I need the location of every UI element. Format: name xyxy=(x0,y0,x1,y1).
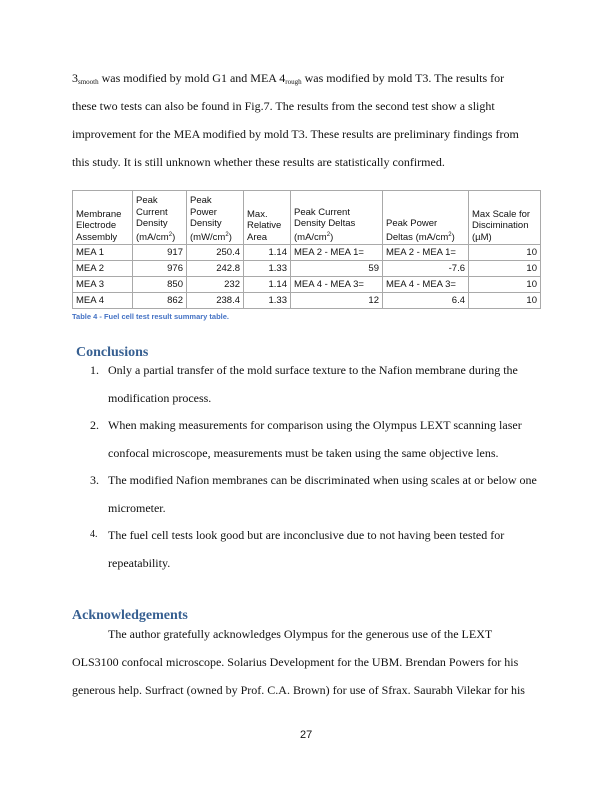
cell-mea: MEA 4 xyxy=(73,293,133,309)
conclusion-item-1-line-1: Only a partial transfer of the mold surface texture to the Nafion membrane during the xyxy=(108,363,518,377)
page-number: 27 xyxy=(300,729,313,741)
cell-max-scale: 10 xyxy=(469,277,541,293)
subscript-rough: rough xyxy=(285,78,302,86)
list-number: 2. xyxy=(90,418,99,432)
conclusion-item-2-line-1: When making measurements for comparison using the Olympus LEXT scanning laser xyxy=(108,418,522,432)
cell-peak-current: 917 xyxy=(133,245,187,261)
table-row xyxy=(73,293,541,309)
cell-current-delta: 12 xyxy=(291,293,383,309)
cell-max-area: 1.14 xyxy=(244,277,291,293)
intro-line-4: this study. It is still unknown whether these results are statistically confirmed. xyxy=(72,155,445,169)
header-max-relative-area: Max. Relative Area xyxy=(244,191,291,245)
cell-current-delta: MEA 2 - MEA 1= xyxy=(291,245,383,261)
header-max-scale-discrimination: Max Scale for Discimination (µM) xyxy=(469,191,541,245)
cell-mea: MEA 1 xyxy=(73,245,133,261)
cell-peak-current: 976 xyxy=(133,261,187,277)
table-row xyxy=(73,277,541,293)
table-header-row xyxy=(73,191,541,245)
conclusion-item-3-line-1: The modified Nafion membranes can be discriminated when using scales at or below one xyxy=(108,473,537,487)
intro-line-2: these two tests can also be found in Fig.7. The results from the second test show a slight xyxy=(72,99,495,113)
cell-max-scale: 10 xyxy=(469,261,541,277)
cell-mea: MEA 3 xyxy=(73,277,133,293)
intro-line-3: improvement for the MEA modified by mold T3. These results are preliminary findings from xyxy=(72,127,519,141)
header-peak-power-density: Peak Power Density $(mW/cm^2)$ xyxy=(187,191,244,245)
cell-mea: MEA 2 xyxy=(73,261,133,277)
cell-max-area: 1.14 xyxy=(244,245,291,261)
cell-peak-power: 232 xyxy=(187,277,244,293)
conclusion-item-4-line-2: repeatability. xyxy=(108,556,171,570)
acknowledgements-line-1: The author gratefully acknowledges Olympus for the generous use of the LEXT xyxy=(108,627,493,641)
cell-max-scale: 10 xyxy=(469,245,541,261)
conclusions-heading: Conclusions xyxy=(76,345,149,360)
cell-peak-current: 862 xyxy=(133,293,187,309)
cell-max-area: 1.33 xyxy=(244,293,291,309)
table-caption: Table 4 - Fuel cell test result summary table. xyxy=(72,312,229,321)
header-peak-power-deltas: Peak Power Deltas $(mA/cm^2)$ xyxy=(383,191,469,245)
conclusion-item-2-line-2: confocal microscope, measurements must be taken using the same objective lens. xyxy=(108,446,499,460)
text: was modified by mold T3. The results for xyxy=(301,71,505,85)
list-number: 4. xyxy=(90,529,98,540)
conclusion-item-3-line-2: micrometer. xyxy=(108,501,166,515)
cell-power-delta: MEA 2 - MEA 1= xyxy=(383,245,469,261)
cell-current-delta: 59 xyxy=(291,261,383,277)
cell-power-delta: MEA 4 - MEA 3= xyxy=(383,277,469,293)
header-membrane-electrode-assembly: Membrane Electrode Assembly xyxy=(73,191,133,245)
subscript-smooth: smooth xyxy=(78,78,99,86)
cell-peak-power: 238.4 xyxy=(187,293,244,309)
fuel-cell-results-table xyxy=(72,190,541,309)
header-peak-current-density-deltas: Peak Current Density Deltas $(mA/cm^2)$ xyxy=(291,191,383,245)
cell-max-scale: 10 xyxy=(469,293,541,309)
cell-current-delta: MEA 4 - MEA 3= xyxy=(291,277,383,293)
list-number: 3. xyxy=(90,473,99,487)
header-peak-current-density: Peak Current Density $(mA/cm^2)$ xyxy=(133,191,187,245)
cell-peak-current: 850 xyxy=(133,277,187,293)
conclusion-item-4-line-1: The fuel cell tests look good but are inconclusive due to not having been tested for xyxy=(108,528,505,542)
cell-power-delta: 6.4 xyxy=(383,293,469,309)
table-row xyxy=(73,261,541,277)
cell-peak-power: 250.4 xyxy=(187,245,244,261)
cell-power-delta: -7.6 xyxy=(383,261,469,277)
intro-line-1 xyxy=(72,71,504,89)
table-row xyxy=(73,245,541,261)
conclusion-item-1-line-2: modification process. xyxy=(108,391,212,405)
cell-max-area: 1.33 xyxy=(244,261,291,277)
acknowledgements-line-3: generous help. Surfract (owned by Prof. C.A. Brown) for use of Sfrax. Saurabh Vilekar for his xyxy=(72,683,525,697)
text: 3 xyxy=(72,71,78,85)
acknowledgements-heading: Acknowledgements xyxy=(72,608,188,623)
cell-peak-power: 242.8 xyxy=(187,261,244,277)
list-number: 1. xyxy=(90,363,99,377)
text: was modified by mold G1 and MEA 4 xyxy=(98,71,286,85)
acknowledgements-line-2: OLS3100 confocal microscope. Solarius Development for the UBM. Brendan Powers for his xyxy=(72,655,519,669)
